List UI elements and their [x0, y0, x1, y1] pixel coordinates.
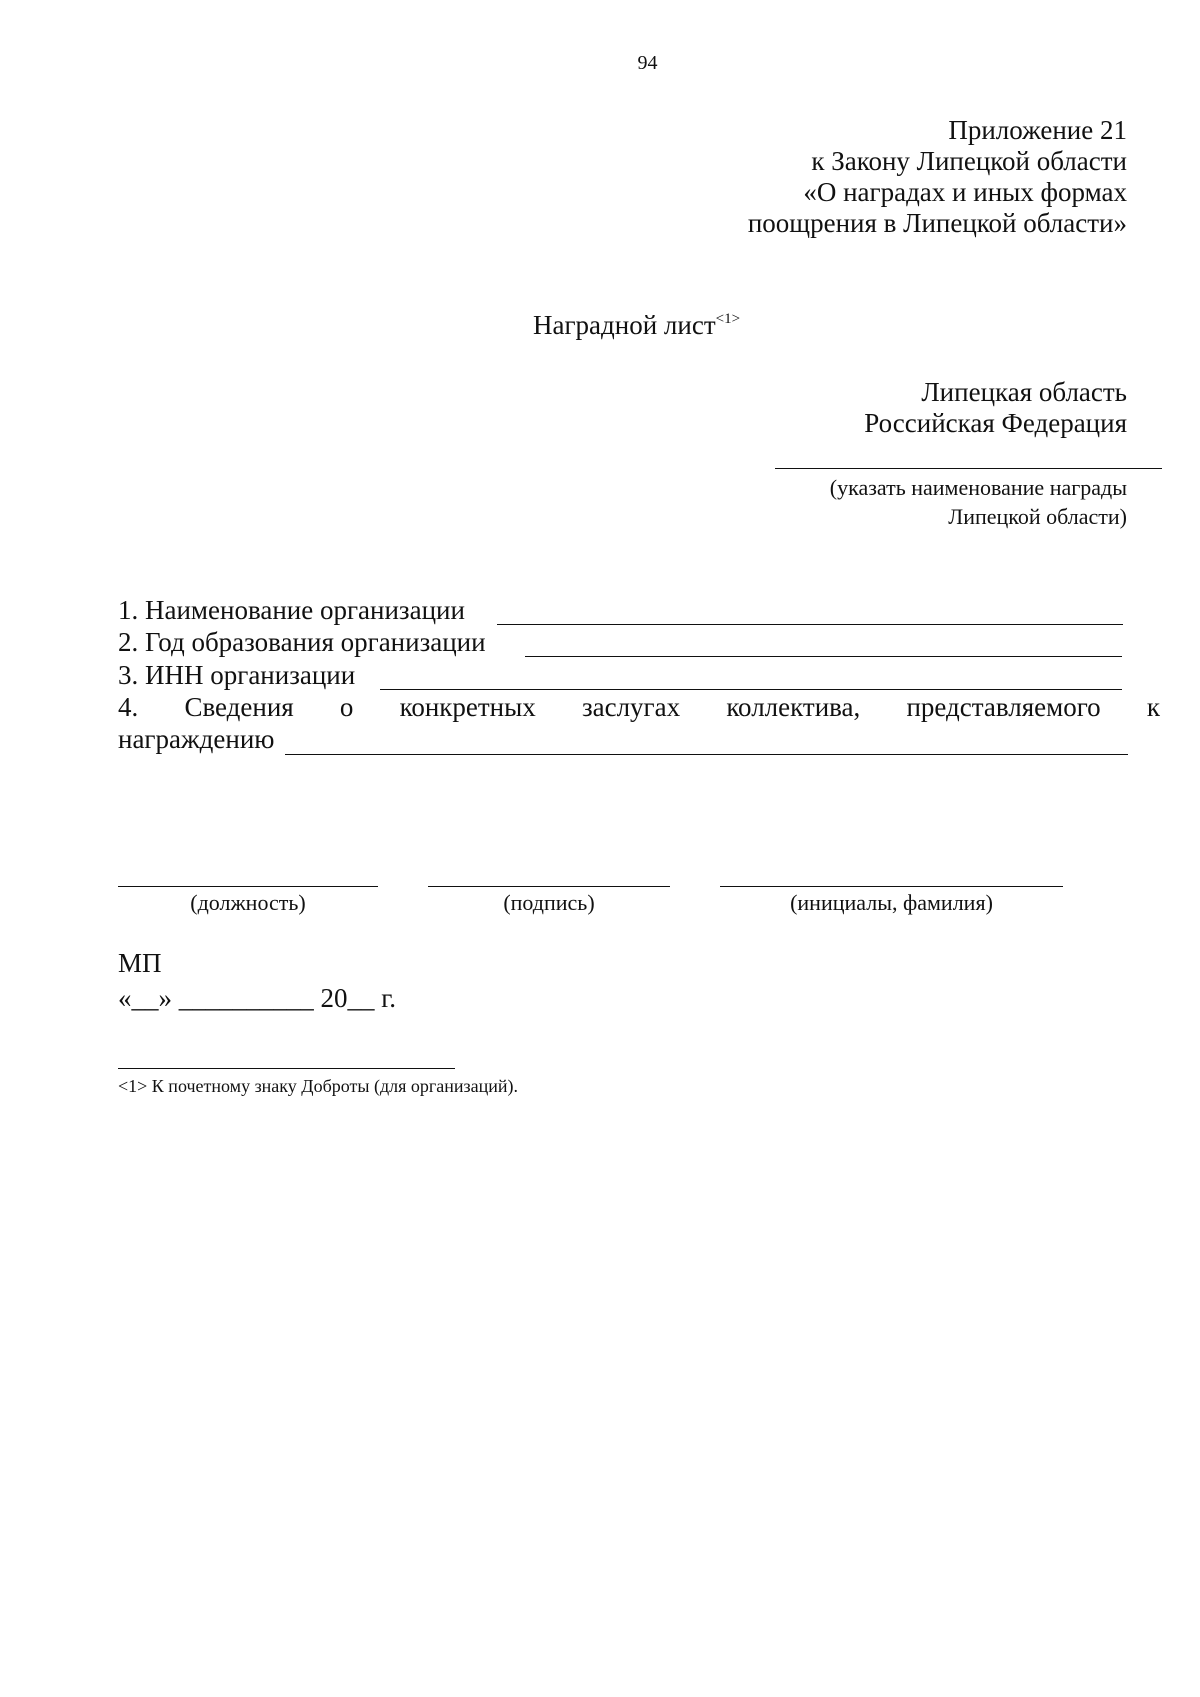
award-hint-line-1: (указать наименование награды	[829, 475, 1127, 500]
field-merits-word: коллектива,	[726, 692, 861, 722]
document-title	[533, 310, 740, 341]
field-merits-word: конкретных	[399, 692, 536, 722]
field-merits-line[interactable]	[285, 754, 1128, 755]
appendix-line-2: к Закону Липецкой области	[811, 146, 1127, 176]
field-organization-name-line[interactable]	[497, 624, 1123, 625]
signature-line[interactable]	[428, 886, 670, 887]
appendix-header	[748, 115, 1127, 239]
field-merits-line-2-label: награждению	[118, 724, 275, 754]
award-name-blank-line[interactable]	[775, 468, 1162, 469]
position-label: (должность)	[190, 890, 306, 915]
appendix-line-1: Приложение 21	[948, 115, 1127, 145]
field-inn-label: 3. ИНН организации	[118, 660, 356, 690]
footnote-separator	[118, 1068, 455, 1069]
field-merits-word: представляемого	[906, 692, 1101, 722]
date-line: «__» __________ 20__ г.	[118, 983, 397, 1013]
initials-surname-label: (инициалы, фамилия)	[790, 890, 993, 915]
field-inn-line[interactable]	[380, 689, 1122, 690]
stamp-place-label: МП	[118, 948, 162, 978]
position-signature-line[interactable]	[118, 886, 378, 887]
field-merits-word: о	[339, 692, 354, 722]
signature-label: (подпись)	[503, 890, 595, 915]
region-line-1: Липецкая область	[921, 377, 1127, 407]
initials-surname-line[interactable]	[720, 886, 1063, 887]
field-founding-year-label: 2. Год образования организации	[118, 627, 486, 657]
award-hint-line-2: Липецкой области)	[948, 504, 1127, 529]
appendix-line-4: поощрения в Липецкой области»	[747, 208, 1127, 238]
field-merits-word: Сведения	[184, 692, 294, 722]
field-organization-name-label: 1. Наименование организации	[118, 595, 465, 625]
field-merits-word: заслугах	[581, 692, 681, 722]
footnote-text: <1> К почетному знаку Доброты (для организаций).	[118, 1076, 518, 1096]
title-footnote-ref: <1>	[715, 311, 741, 327]
document-title-text: Наградной лист	[533, 310, 716, 340]
field-merits-line-1	[118, 692, 1160, 723]
appendix-line-3: «О наградах и иных формах	[803, 177, 1127, 207]
field-merits-word: 4.	[118, 692, 139, 722]
region-block	[864, 377, 1127, 439]
region-line-2: Российская Федерация	[864, 408, 1127, 438]
field-merits-word: к	[1146, 692, 1160, 722]
page-number: 94	[637, 52, 658, 74]
award-name-hint	[830, 473, 1127, 531]
field-founding-year-line[interactable]	[525, 656, 1122, 657]
